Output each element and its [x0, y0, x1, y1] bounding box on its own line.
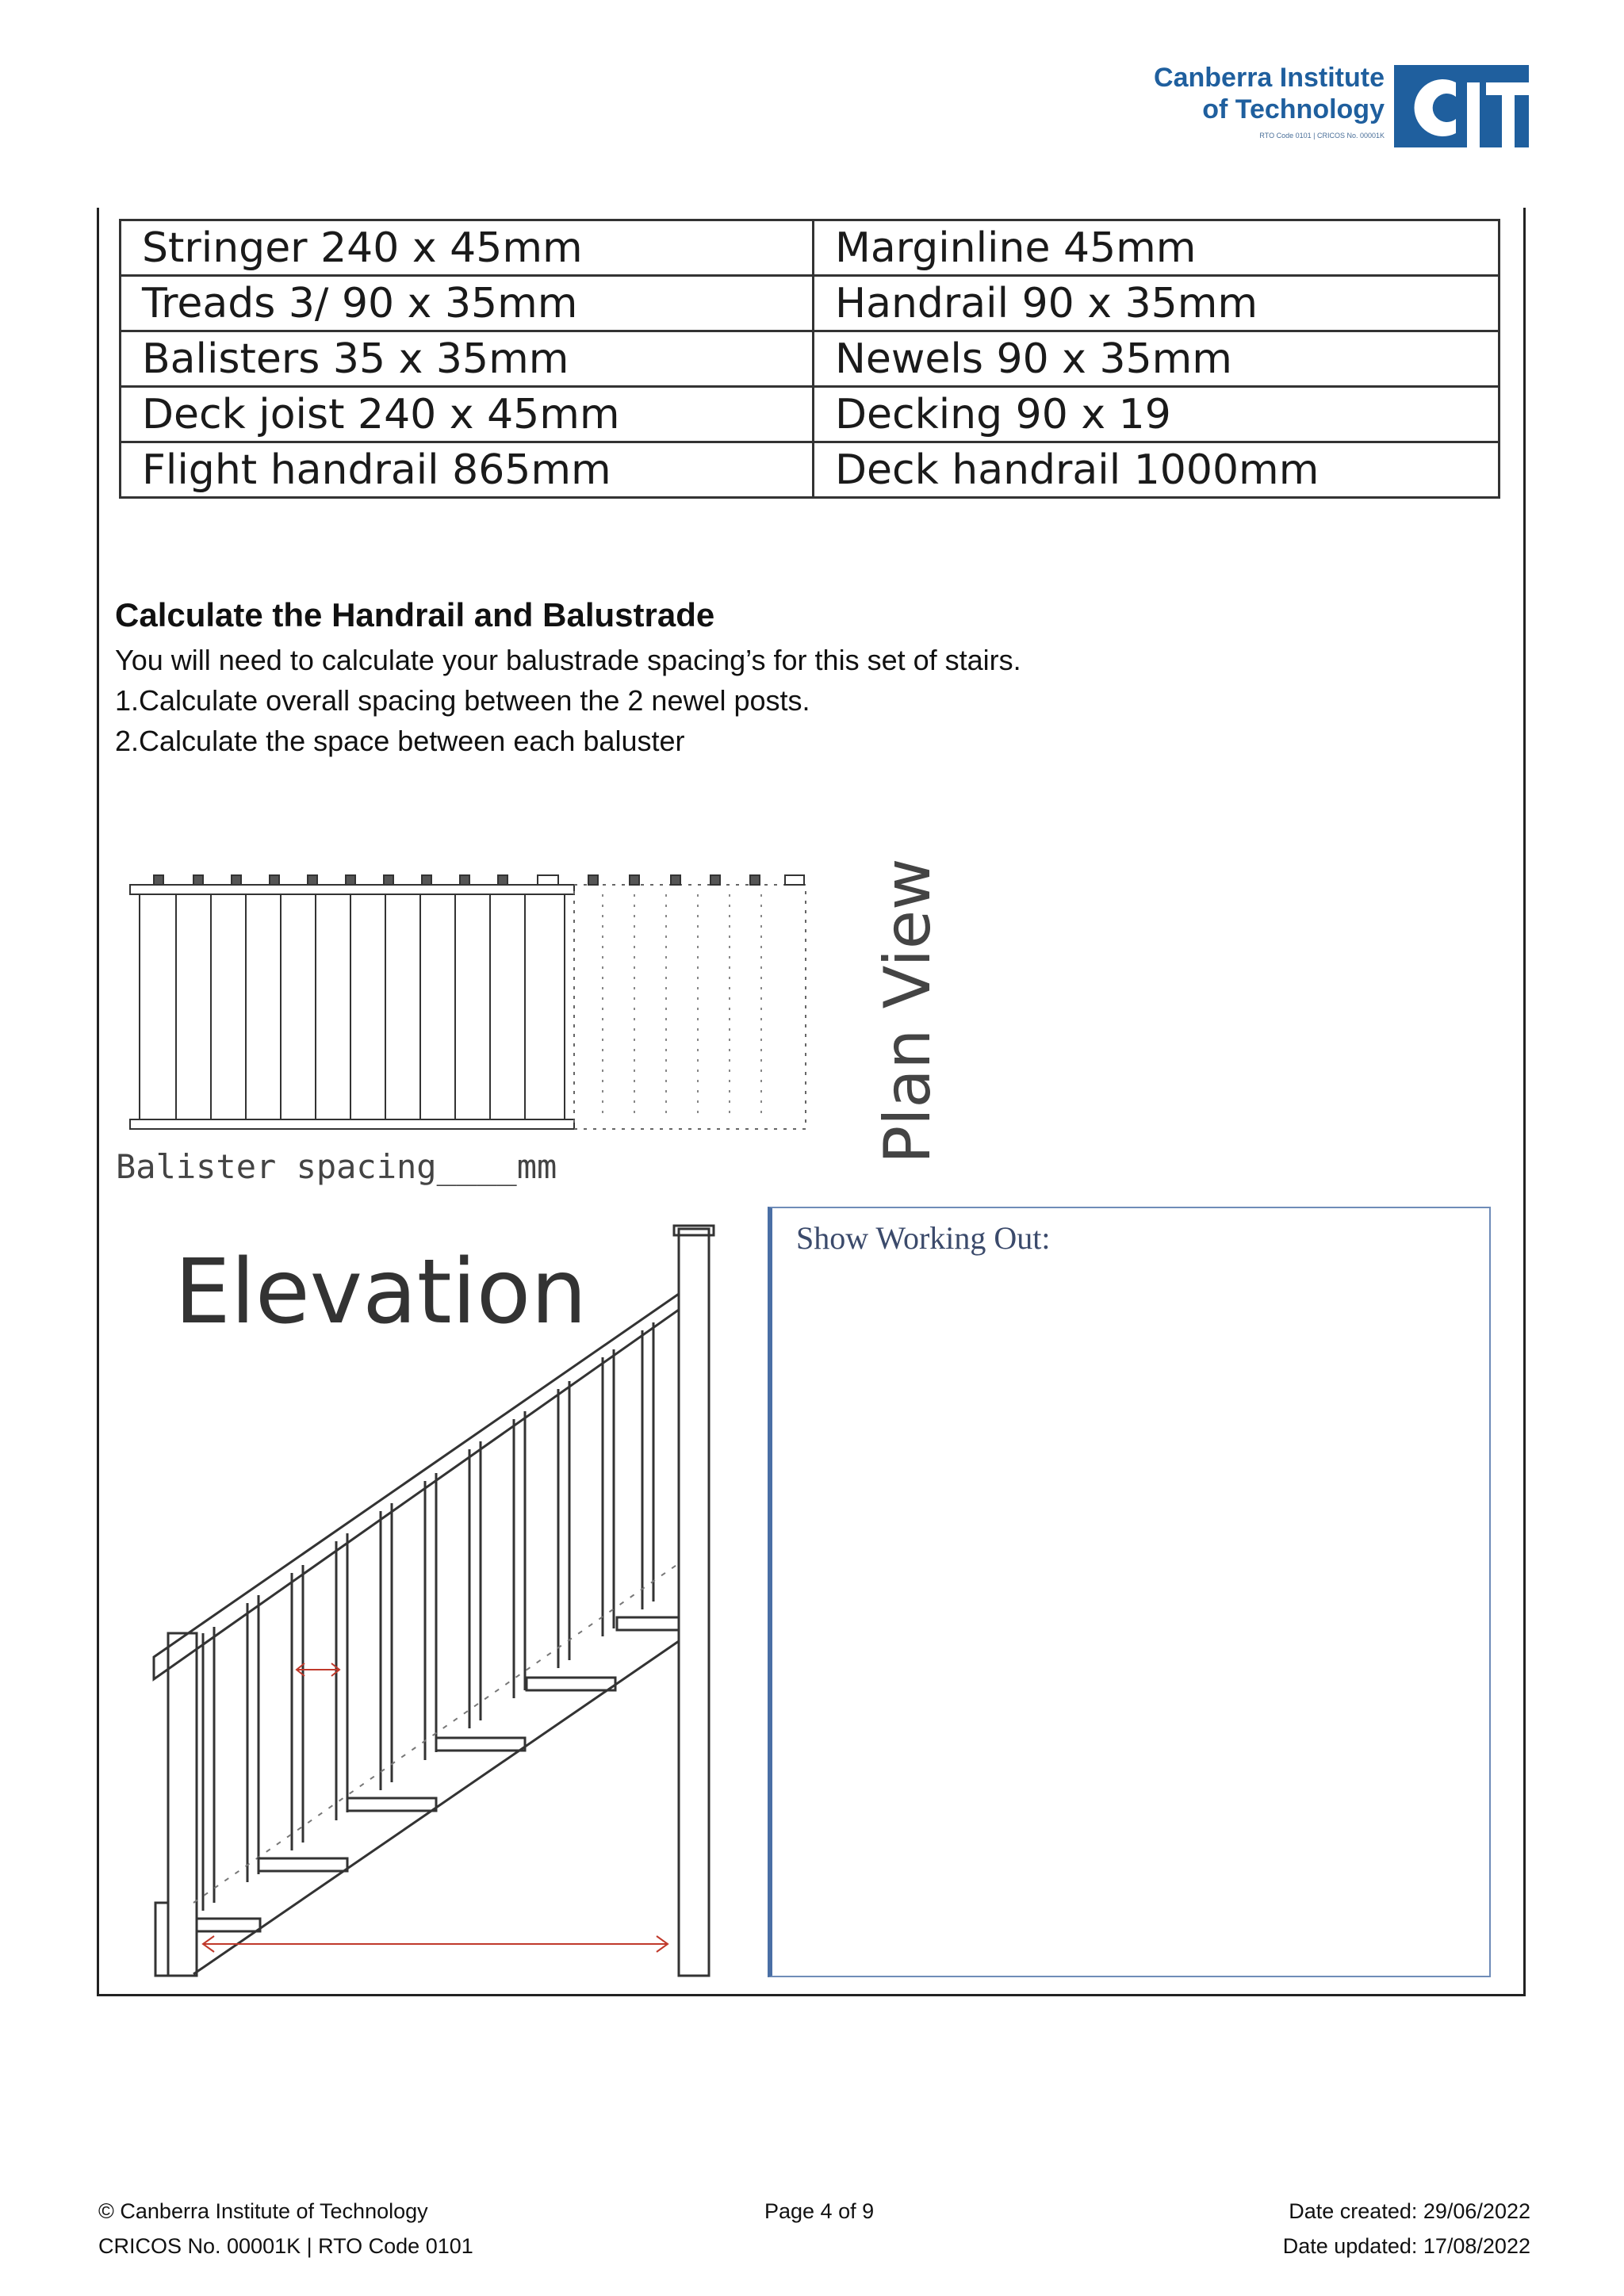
show-working-label: Show Working Out: — [796, 1220, 1051, 1256]
spec-cell: Decking 90 x 19 — [814, 387, 1500, 442]
spec-cell: Deck joist 240 x 45mm — [121, 387, 814, 442]
step-2-text: 2.Calculate the space between each baluster — [115, 725, 685, 757]
show-working-box[interactable] — [768, 1207, 1491, 1977]
footer-date-created: Date created: 29/06/2022 — [1289, 2199, 1530, 2223]
footer-copyright: © Canberra Institute of Technology — [98, 2199, 428, 2223]
logo-line-1: Canberra Institute — [1154, 63, 1385, 93]
plan-view-drawing — [130, 875, 806, 1129]
plan-view-label: Plan View — [871, 858, 944, 1164]
elevation-label: Elevation — [174, 1241, 588, 1344]
spec-cell: Marginline 45mm — [814, 220, 1500, 276]
baluster-spacing-label: Balister spacing____mm — [116, 1147, 557, 1186]
logo-line-2: of Technology — [1202, 94, 1385, 124]
section-heading: Calculate the Handrail and Balustrade — [115, 596, 715, 633]
spec-cell: Treads 3/ 90 x 35mm — [121, 276, 814, 331]
spec-cell: Flight handrail 865mm — [121, 442, 814, 498]
logo-codes: RTO Code 0101 | CRICOS No. 00001K — [1259, 132, 1385, 140]
step-1-text: 1.Calculate overall spacing between the 2 newel posts. — [115, 684, 810, 717]
footer-date-updated: Date updated: 17/08/2022 — [1282, 2234, 1530, 2258]
spec-cell: Stringer 240 x 45mm — [121, 220, 814, 276]
spec-cell: Deck handrail 1000mm — [814, 442, 1500, 498]
spec-cell: Balisters 35 x 35mm — [121, 331, 814, 387]
intro-text: You will need to calculate your balustrade spacing’s for this set of stairs. — [115, 644, 1021, 676]
footer-page-number: Page 4 of 9 — [764, 2199, 875, 2223]
spec-cell: Handrail 90 x 35mm — [814, 276, 1500, 331]
footer-cricos: CRICOS No. 00001K | RTO Code 0101 — [98, 2234, 473, 2258]
spec-cell: Newels 90 x 35mm — [814, 331, 1500, 387]
